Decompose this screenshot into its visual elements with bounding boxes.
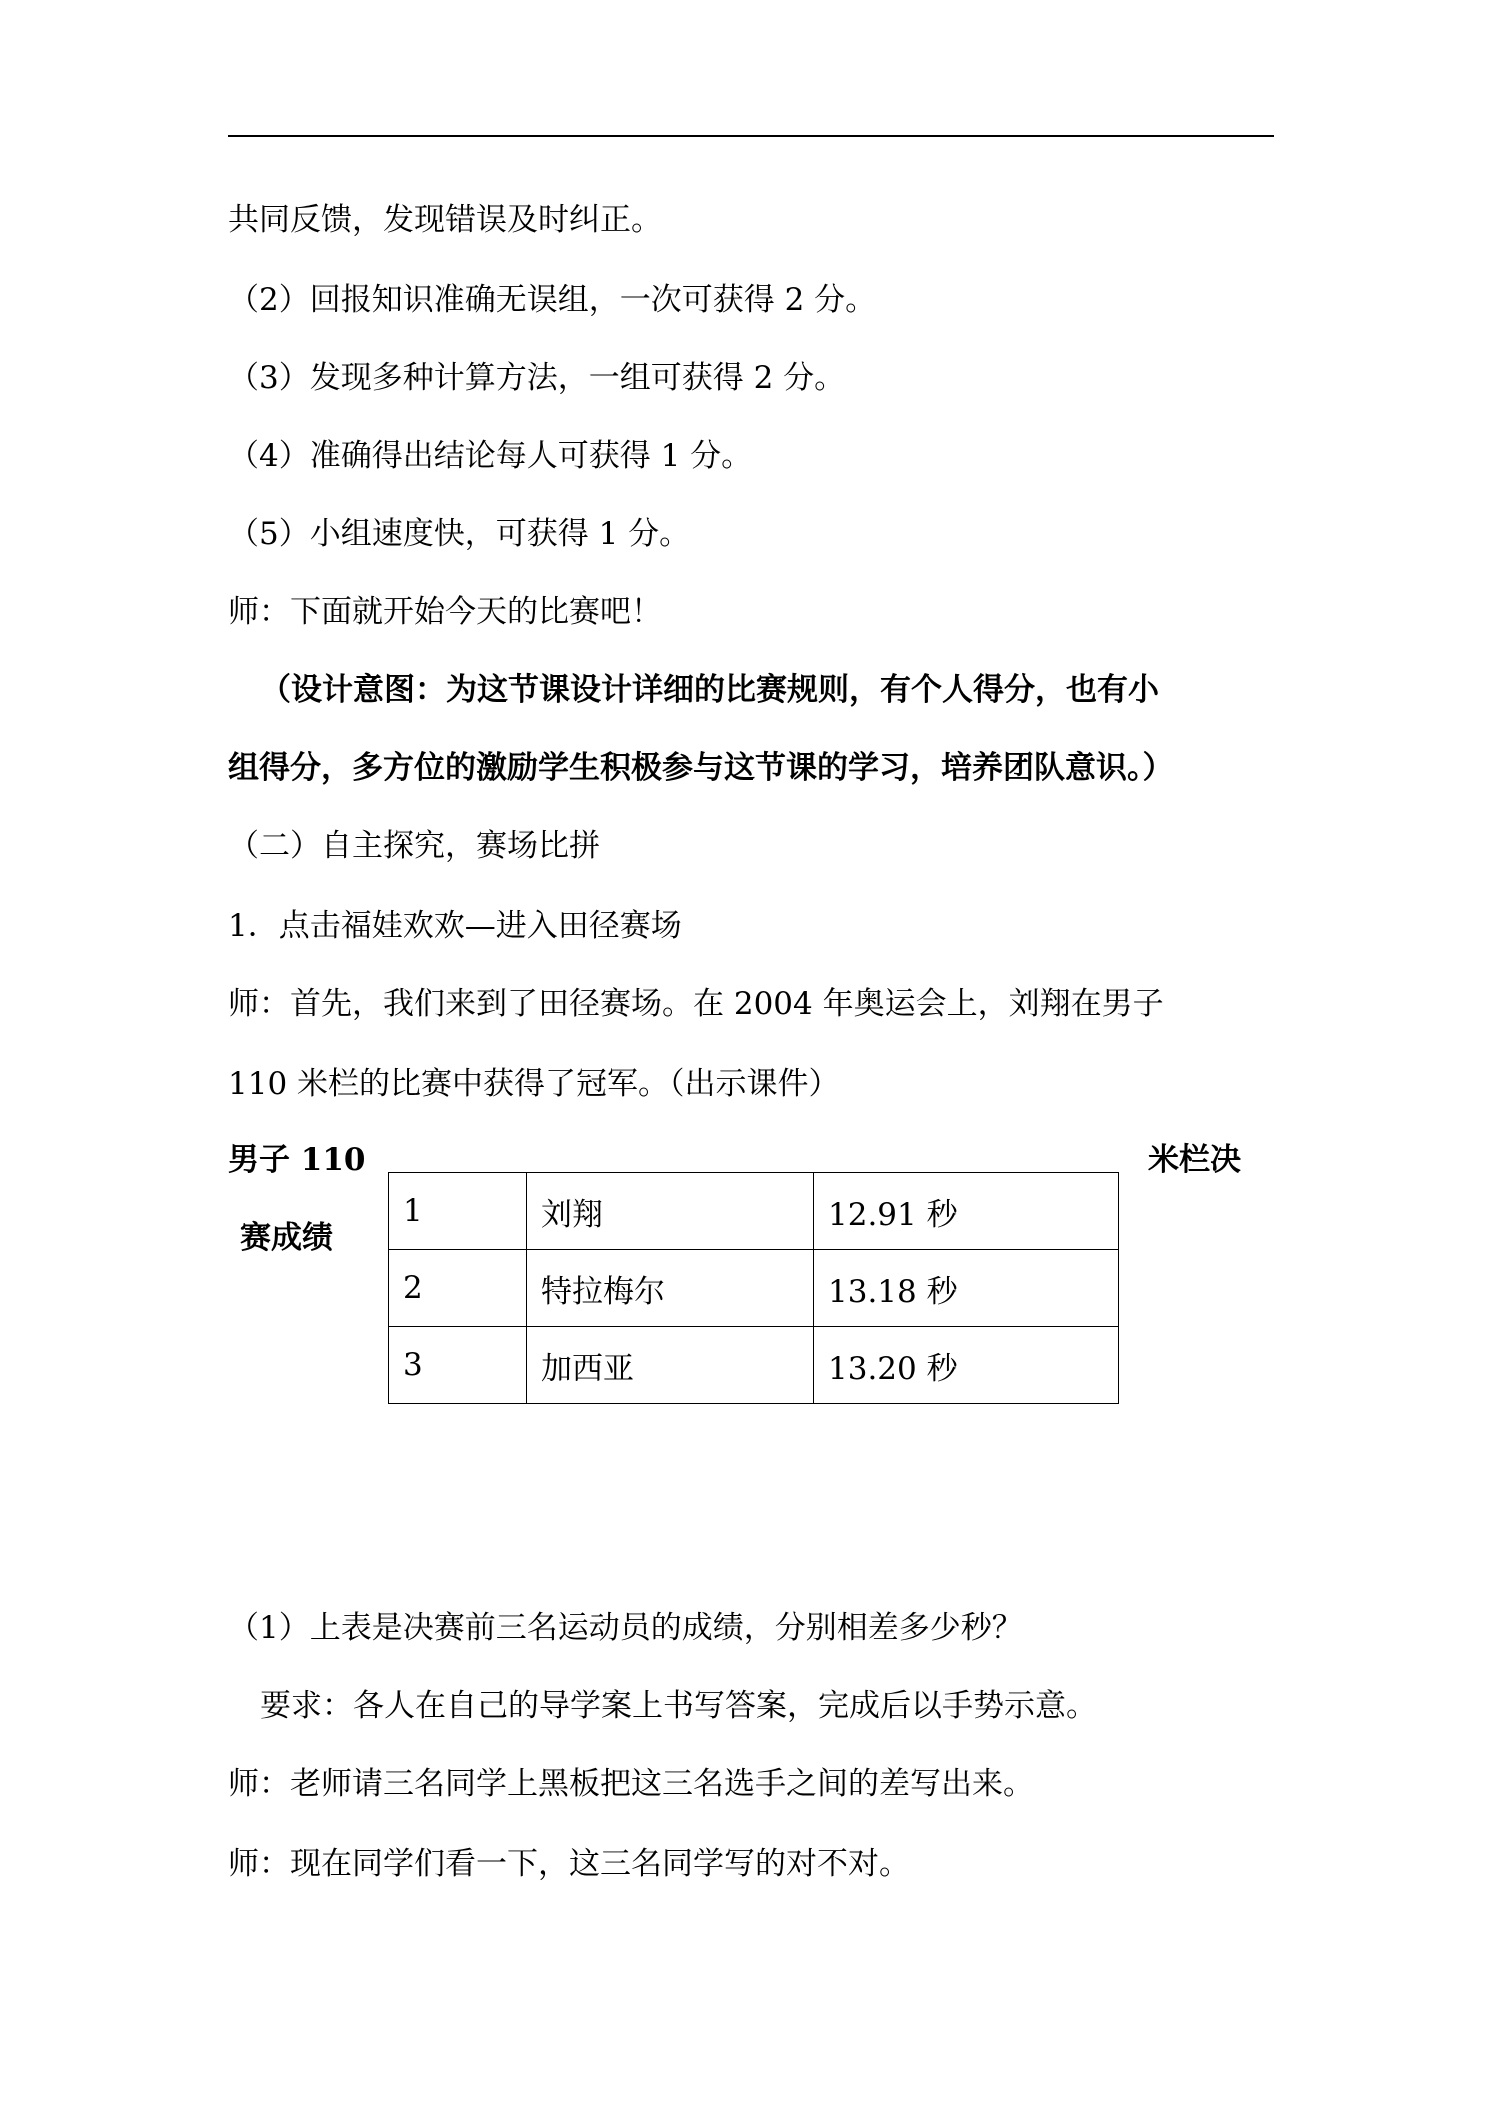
table-row <box>389 1327 1119 1404</box>
rank-cell: 1 <box>389 1173 527 1250</box>
time-cell: 13.18 秒 <box>814 1250 1119 1327</box>
rule-item-5: （5）小组速度快，可获得 1 分。 <box>228 516 691 552</box>
paragraph-feedback: 共同反馈，发现错误及时纠正。 <box>228 202 662 238</box>
results-table <box>388 1172 1119 1404</box>
rule-item-3: （3）发现多种计算方法，一组可获得 2 分。 <box>228 360 846 396</box>
section-heading: （二）自主探究，赛场比拼 <box>228 828 600 864</box>
step-1-heading: 1．点击福娃欢欢—进入田径赛场 <box>228 908 682 944</box>
rule-item-2: （2）回报知识准确无误组，一次可获得 2 分。 <box>228 282 877 318</box>
rank-cell: 2 <box>389 1250 527 1327</box>
requirement-line: 要求：各人在自己的导学案上书写答案，完成后以手势示意。 <box>260 1688 1097 1724</box>
teacher-check-line: 师：现在同学们看一下，这三名同学写的对不对。 <box>228 1846 910 1882</box>
time-cell: 13.20 秒 <box>814 1327 1119 1404</box>
table-caption-left: 男子 110 <box>228 1142 366 1178</box>
design-intent-line-2: 组得分，多方位的激励学生积极参与这节课的学习，培养团队意识。） <box>228 750 1174 786</box>
table-row <box>389 1173 1119 1250</box>
table-caption-right: 米栏决 <box>1148 1142 1241 1178</box>
design-intent-line-1: （设计意图：为这节课设计详细的比赛规则，有个人得分，也有小 <box>260 672 1159 708</box>
teacher-start-line: 师：下面就开始今天的比赛吧！ <box>228 594 662 630</box>
teacher-intro-line-1: 师：首先，我们来到了田径赛场。在 2004 年奥运会上，刘翔在男子 <box>228 986 1164 1022</box>
question-1: （1）上表是决赛前三名运动员的成绩，分别相差多少秒？ <box>228 1610 1023 1646</box>
athlete-cell: 加西亚 <box>527 1327 814 1404</box>
athlete-cell: 特拉梅尔 <box>527 1250 814 1327</box>
athlete-cell: 刘翔 <box>527 1173 814 1250</box>
rule-item-4: （4）准确得出结论每人可获得 1 分。 <box>228 438 753 474</box>
teacher-intro-line-2: 110 米栏的比赛中获得了冠军。（出示课件） <box>228 1066 840 1102</box>
rank-cell: 3 <box>389 1327 527 1404</box>
time-cell: 12.91 秒 <box>814 1173 1119 1250</box>
teacher-blackboard-line: 师：老师请三名同学上黑板把这三名选手之间的差写出来。 <box>228 1766 1034 1802</box>
table-caption-second-line: 赛成绩 <box>240 1220 333 1256</box>
header-rule <box>228 135 1274 137</box>
table-row <box>389 1250 1119 1327</box>
